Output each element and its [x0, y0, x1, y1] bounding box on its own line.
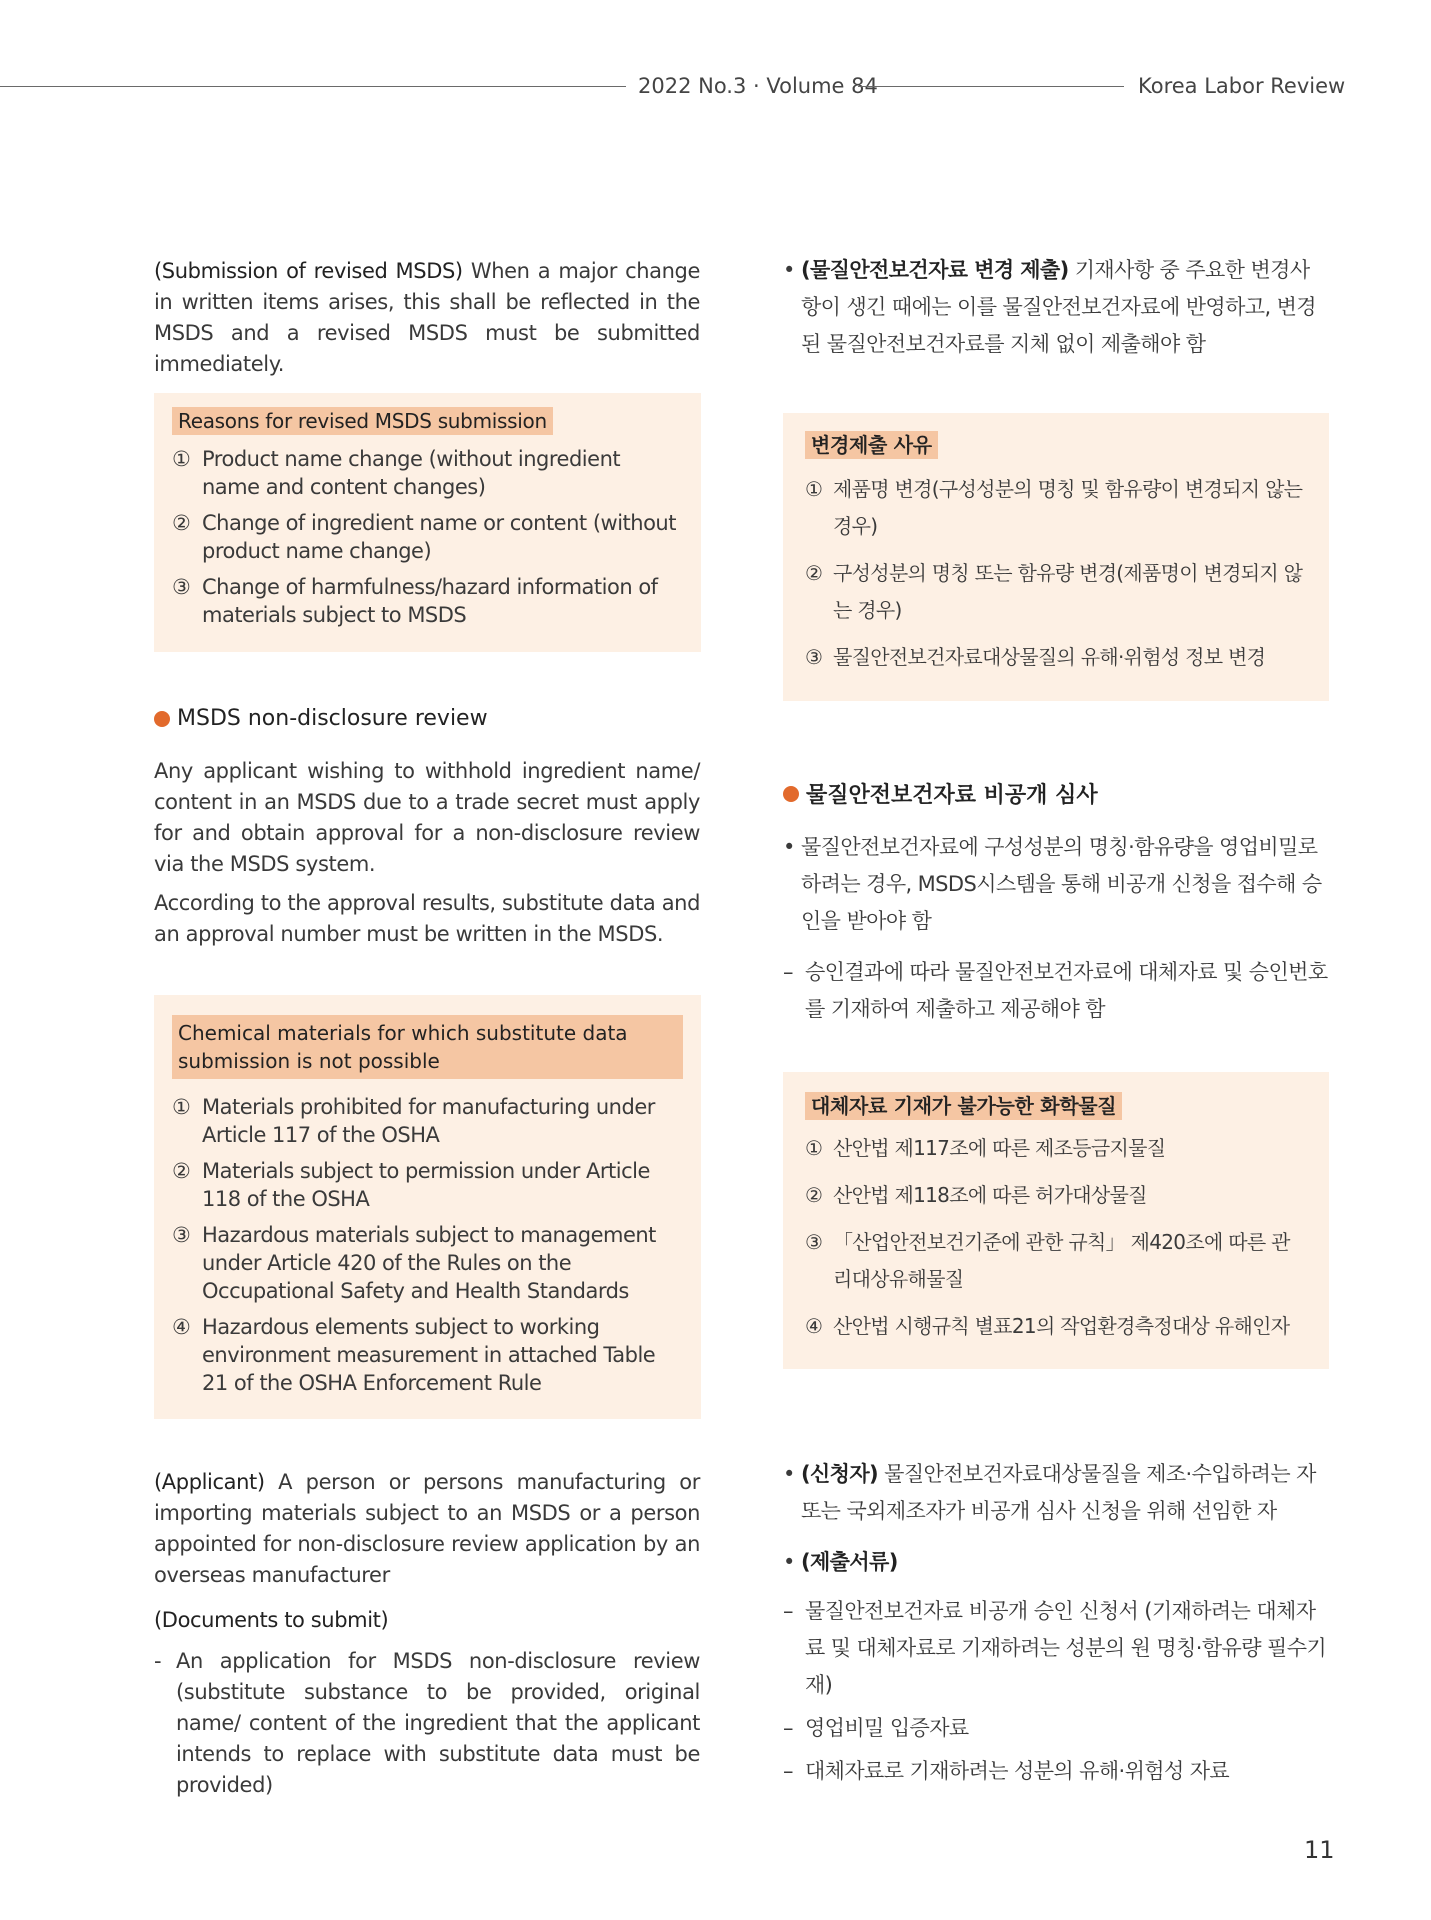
bullet-dot-icon: [783, 786, 799, 802]
list-item: ③ 물질안전보건자료대상물질의 유해·위험성 정보 변경: [805, 645, 1266, 669]
section-title: 물질안전보건자료 비공개 심사: [806, 783, 1098, 808]
substitute-data-box-ko: [783, 1072, 1329, 1369]
list-item: ① 제품명 변경(구성성분의 명칭 및 함유량이 변경되지 않는 경우): [805, 477, 1303, 538]
revised-reasons-box-ko: [783, 413, 1329, 701]
box-title: Reasons for revised MSDS submission: [172, 407, 553, 435]
list-item: ④ Hazardous elements subject to working environment measurement in attached Table 21 of the OSHA Enforcement Rule: [172, 1315, 656, 1395]
box-title: Chemical materials for which substitute data submission is not possible: [172, 1015, 683, 1079]
list-item: ④ 산안법 시행규칙 별표21의 작업환경측정대상 유해인자: [805, 1314, 1290, 1338]
section-heading-ko: [783, 778, 1328, 809]
revised-reasons-box: [154, 393, 701, 652]
section-title: MSDS non-disclosure review: [177, 706, 488, 731]
page-number: 11: [1304, 1836, 1335, 1864]
list-item: ① Materials prohibited for manufacturing under Article 117 of the OSHA: [172, 1095, 655, 1147]
bullet-dot-icon: [154, 711, 170, 727]
non-disclosure-paragraphs-ko: • 물질안전보건자료에 구성성분의 명칭·함유량을 영업비밀로 하려는 경우, MSDS시스템을 통해 비공개 신청을 접수해 승인을 받아야 함 – 승인결과에 따라 물질안전보건자료에 대체자료 및 승인번호를 기재하여 제출하고 제공해야 함: [783, 829, 1328, 1028]
revised-msds-label-ko: (물질안전보건자료 변경 제출): [801, 258, 1069, 282]
issue-label: 2022 No.3 · Volume 84: [638, 74, 878, 98]
applicant-section-ko: • (신청자) 물질안전보건자료대상물질을 제조·수입하려는 자 또는 국외제조자가 비공개 심사 신청을 위해 선임한 자 • (제출서류) – 물질안전보건자료 비공개 승인 신청서 (기재하려는 대체자료 및 대체자료로 기재하려는 성분의 원 명칭·함유량 필수기재) – 영업비밀 입증자료 – 대체자료로 기재하려는 성분의 유해·위험성 자료: [783, 1456, 1328, 1790]
list-item: ② 구성성분의 명칭 또는 함유량 변경(제품명이 변경되지 않는 경우): [805, 561, 1303, 622]
list-item: ③ Change of harmfulness/hazard information of materials subject to MSDS: [172, 575, 658, 627]
paragraph: Any applicant wishing to withhold ingredient name/ content in an MSDS due to a trade secret must apply for and obtain approval for a non-disclosure review via the MSDS system.: [154, 759, 700, 876]
document-item: – 물질안전보건자료 비공개 승인 신청서 (기재하려는 대체자료 및 대체자료로 기재하려는 성분의 원 명칭·함유량 필수기재): [783, 1599, 1327, 1697]
revised-msds-paragraph: [154, 256, 700, 380]
document-item: – 영업비밀 입증자료: [783, 1716, 969, 1740]
revised-msds-text: When a major change in written items arises, this shall be reflected in the MSDS and a revised MSDS must be submitted immediately.: [154, 259, 700, 376]
header-rule-middle: [858, 86, 1124, 87]
applicant-label: (Applicant): [154, 1470, 265, 1494]
list-item: ③ 「산업안전보건기준에 관한 규칙」 제420조에 따른 관리대상유해물질: [805, 1230, 1290, 1291]
list-item: ③ Hazardous materials subject to management under Article 420 of the Rules on the Occupational Safety and Health Standards: [172, 1223, 656, 1303]
list-item: ② Materials subject to permission under Article 118 of the OSHA: [172, 1159, 650, 1211]
revised-msds-paragraph-ko: • (물질안전보건자료 변경 제출) 기재사항 중 주요한 변경사항이 생긴 때에는 이를 물질안전보건자료에 반영하고, 변경된 물질안전보건자료를 지체 없이 제출해야 함: [783, 258, 1316, 356]
list-item: ② Change of ingredient name or content (without product name change): [172, 511, 676, 563]
non-disclosure-paragraphs: [154, 756, 700, 950]
section-heading: [154, 706, 700, 731]
box-title: 변경제출 사유: [805, 431, 938, 459]
paragraph: According to the approval results, substitute data and an approval number must be written in the MSDS.: [154, 891, 700, 946]
revised-msds-label: (Submission of revised MSDS): [154, 259, 463, 283]
list-item: ① Product name change (without ingredient name and content changes): [172, 447, 621, 499]
documents-label-ko: (제출서류): [801, 1550, 898, 1574]
documents-label: (Documents to submit): [154, 1608, 389, 1632]
substitute-data-box: [154, 995, 701, 1419]
document-item: – 대체자료로 기재하려는 성분의 유해·위험성 자료: [783, 1759, 1230, 1783]
document-item: - An application for MSDS non-disclosure review (substitute substance to be provided, original name/ content of the ingredient that the applicant intends to replace with substitute data must be provided): [154, 1649, 700, 1797]
applicant-section: [154, 1467, 700, 1801]
applicant-label-ko: (신청자): [801, 1462, 879, 1486]
header-rule-left: [0, 86, 626, 87]
list-item: ② 산안법 제118조에 따른 허가대상물질: [805, 1183, 1147, 1207]
bullet-text: 물질안전보건자료에 구성성분의 명칭·함유량을 영업비밀로 하려는 경우, MSDS시스템을 통해 비공개 신청을 접수해 승인을 받아야 함: [801, 835, 1322, 933]
list-item: ① 산안법 제117조에 따른 제조등금지물질: [805, 1136, 1166, 1160]
dash-item: – 승인결과에 따라 물질안전보건자료에 대체자료 및 승인번호를 기재하여 제출하고 제공해야 함: [783, 960, 1328, 1021]
applicant-text: A person or persons manufacturing or importing materials subject to an MSDS or a person appointed for non-disclosure review application by an overseas manufacturer: [154, 1470, 700, 1587]
journal-title: Korea Labor Review: [1138, 74, 1346, 98]
box-title: 대체자료 기재가 불가능한 화학물질: [805, 1092, 1122, 1120]
